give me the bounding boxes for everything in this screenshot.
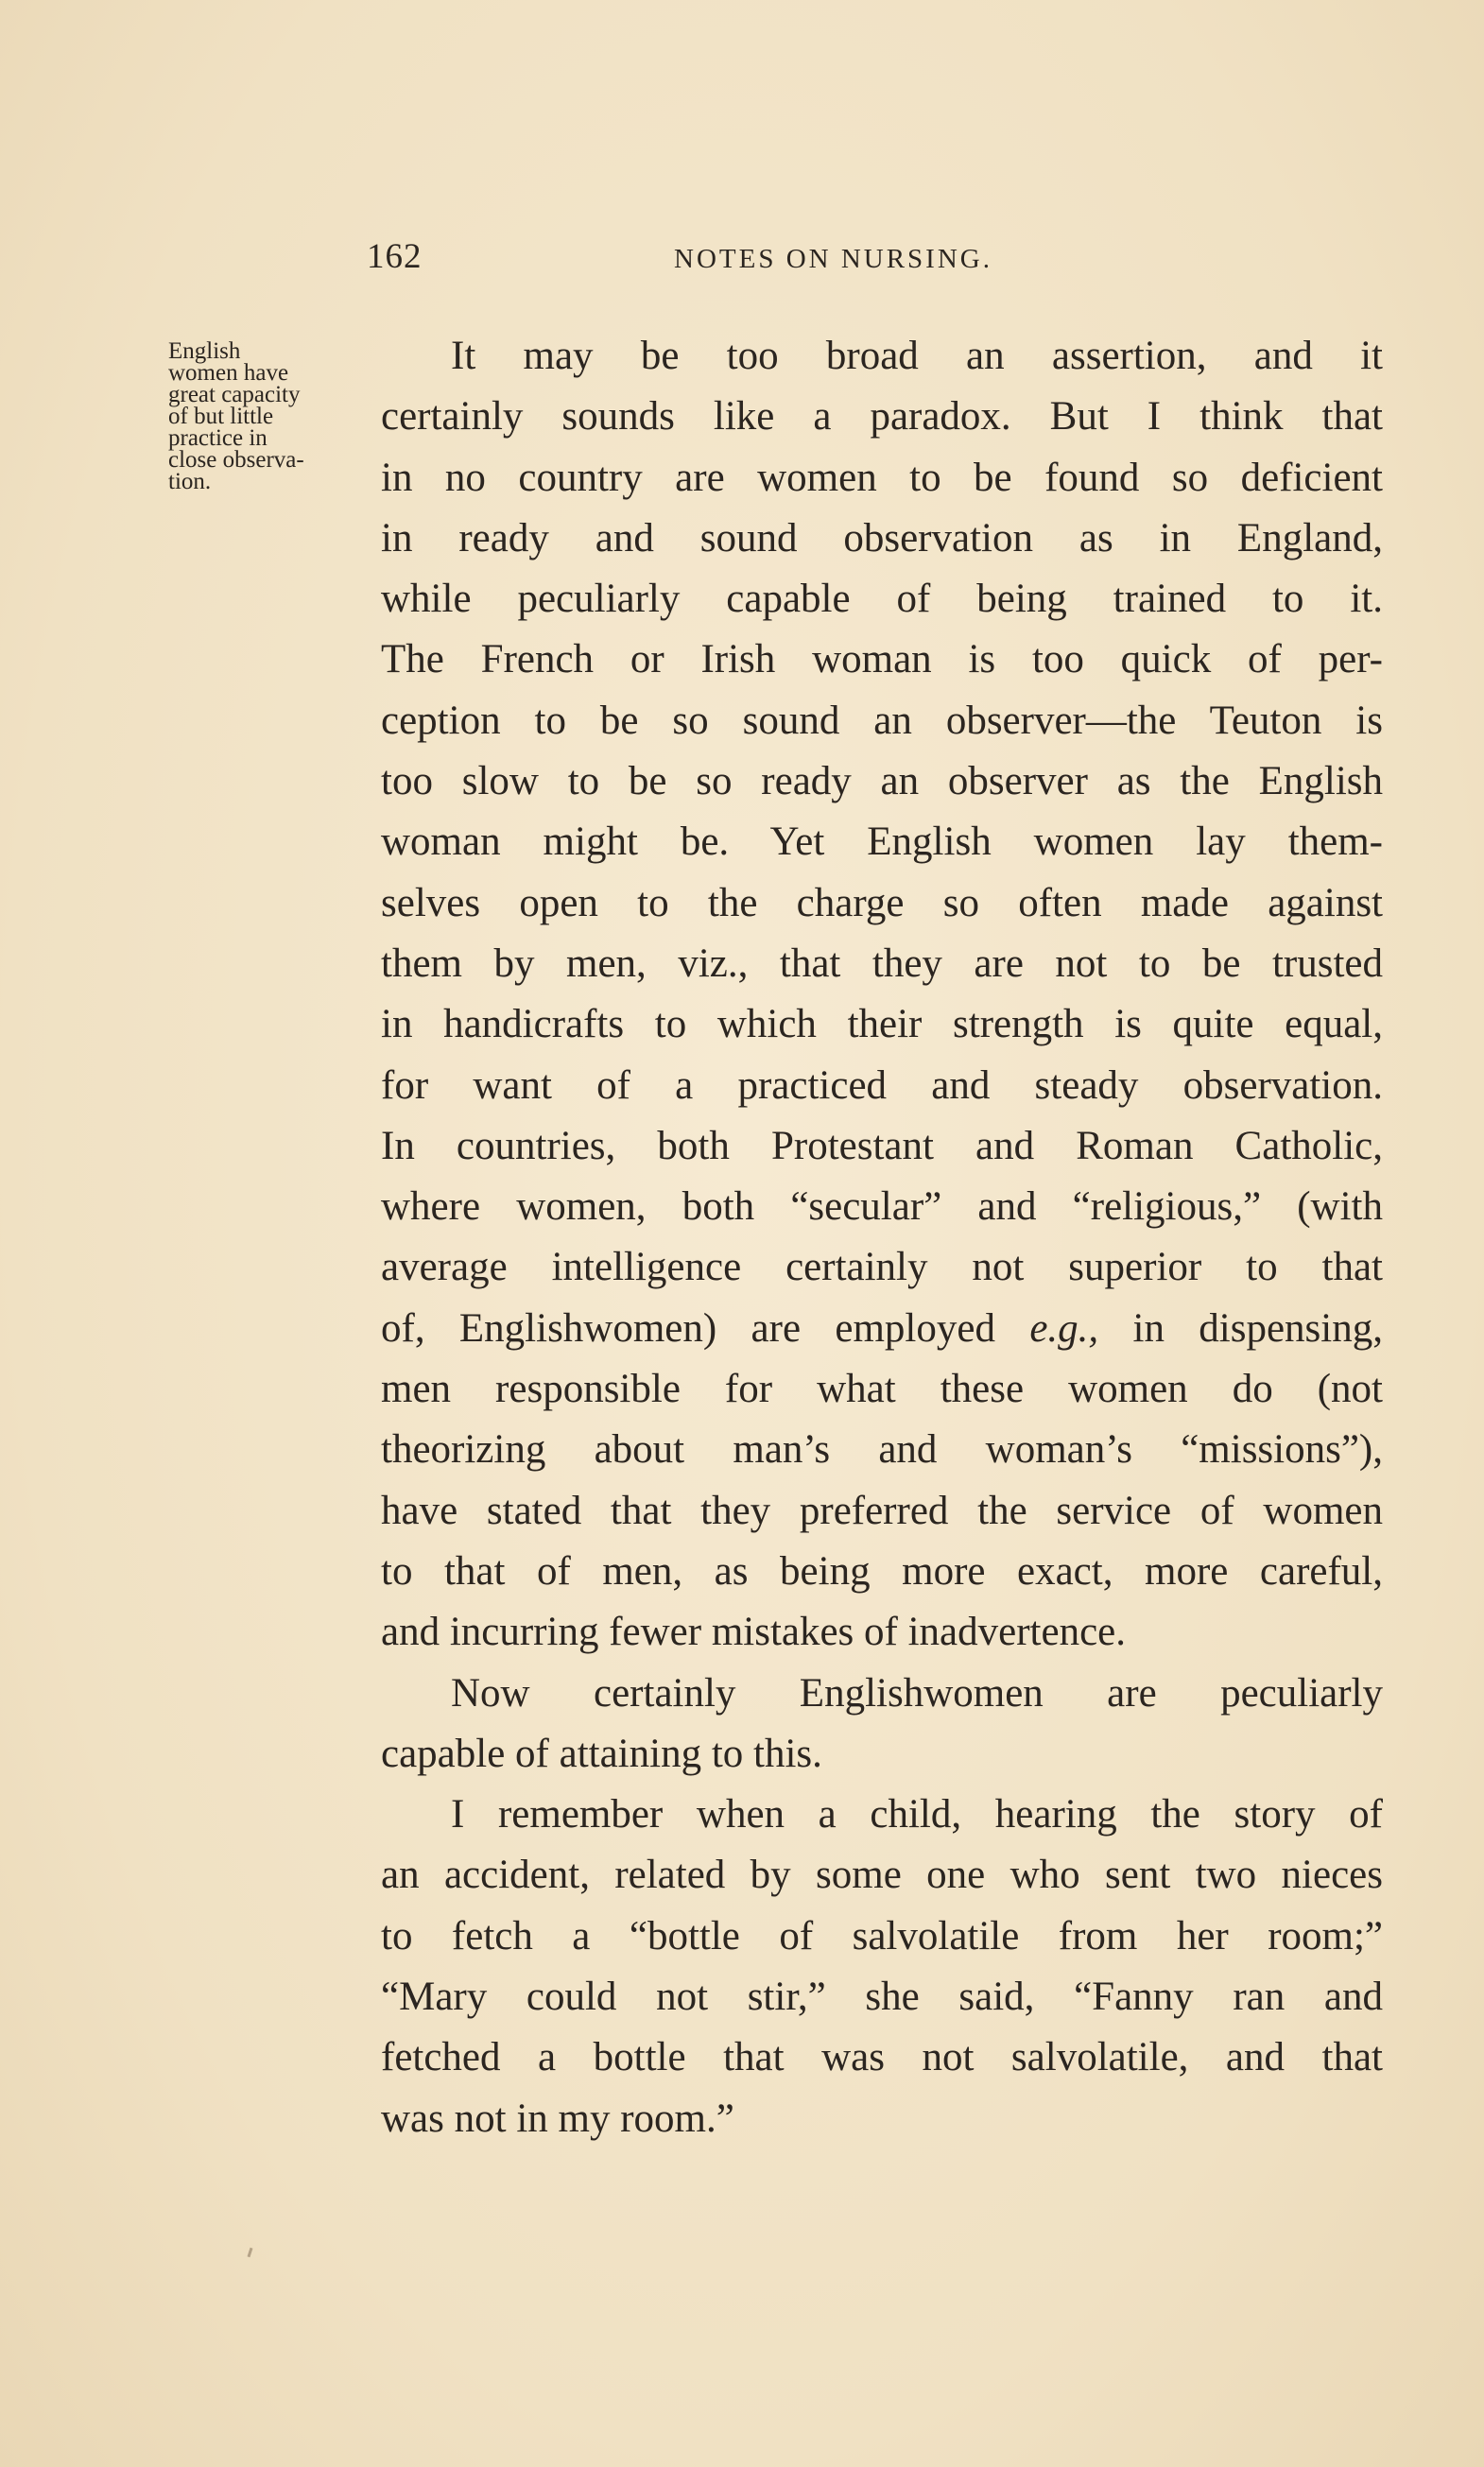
body-line: to fetch a “bottle of salvolatile from her room;” xyxy=(381,1913,1383,1958)
body-line: The French or Irish woman is too quick of per- xyxy=(381,637,1383,682)
body-line: certainly sounds like a paradox. But I think that xyxy=(381,394,1383,440)
body-line: “Mary could not stir,” she said, “Fanny ran and xyxy=(381,1975,1383,2020)
body-line: have stated that they preferred the service of women xyxy=(381,1488,1383,1533)
body-line: fetched a bottle that was not salvolatile, and that xyxy=(381,2035,1383,2080)
margin-note-line: practice in xyxy=(168,425,267,451)
margin-note-line: women have xyxy=(168,360,289,386)
margin-note-line: tion. xyxy=(168,469,212,494)
body-line: In countries, both Protestant and Roman Catholic, xyxy=(381,1123,1383,1168)
margin-note-line: close observa- xyxy=(168,447,304,473)
italic-abbreviation: e.g., xyxy=(1029,1305,1099,1351)
body-line: woman might be. Yet English women lay them- xyxy=(381,819,1383,865)
body-line-part: of, Englishwomen) are employed xyxy=(381,1305,995,1351)
body-line: for want of a practiced and steady observation. xyxy=(381,1062,1383,1108)
body-line-with-italic xyxy=(381,1299,1383,1359)
body-line: ception to be so sound an observer—the Teuton is xyxy=(381,698,1383,743)
margin-note-line: English xyxy=(168,338,241,364)
body-line: too slow to be so ready an observer as the English xyxy=(381,759,1383,804)
body-line: and incurring fewer mistakes of inadvertence. xyxy=(381,1610,1127,1655)
body-line: in handicrafts to which their strength is quite equal, xyxy=(381,1002,1383,1047)
body-line: while peculiarly capable of being trained to it. xyxy=(381,577,1383,622)
body-line: average intelligence certainly not superior to that xyxy=(381,1245,1383,1290)
body-line: Now certainly Englishwomen are peculiarly xyxy=(451,1670,1383,1716)
page-number: 162 xyxy=(367,237,423,276)
body-line: in ready and sound observation as in England, xyxy=(381,515,1383,561)
body-line: theorizing about man’s and woman’s “missions”), xyxy=(381,1427,1383,1473)
body-line: to that of men, as being more exact, more careful, xyxy=(381,1548,1383,1594)
body-line: was not in my room.” xyxy=(381,2096,734,2141)
page-header xyxy=(367,236,1388,293)
margin-note-line: great capacity xyxy=(168,382,301,407)
body-line: them by men, viz., that they are not to be trusted xyxy=(381,940,1383,986)
margin-note xyxy=(168,340,348,492)
paper-speck xyxy=(248,2248,253,2257)
body-line: men responsible for what these women do (not xyxy=(381,1367,1383,1412)
running-head: NOTES ON NURSING. xyxy=(674,244,992,274)
body-text xyxy=(381,326,1383,2149)
body-line: where women, both “secular” and “religious,” (with xyxy=(381,1184,1383,1230)
body-line: capable of attaining to this. xyxy=(381,1731,822,1776)
body-line-part: in dispensing, xyxy=(1132,1305,1383,1351)
body-line: in no country are women to be found so deficient xyxy=(381,455,1383,500)
body-line: It may be too broad an assertion, and it xyxy=(451,334,1383,378)
body-line: an accident, related by some one who sent two nieces xyxy=(381,1853,1383,1898)
body-line: selves open to the charge so often made against xyxy=(381,880,1383,925)
margin-note-line: of but little xyxy=(168,404,274,429)
body-line: I remember when a child, hearing the story of xyxy=(451,1792,1383,1837)
